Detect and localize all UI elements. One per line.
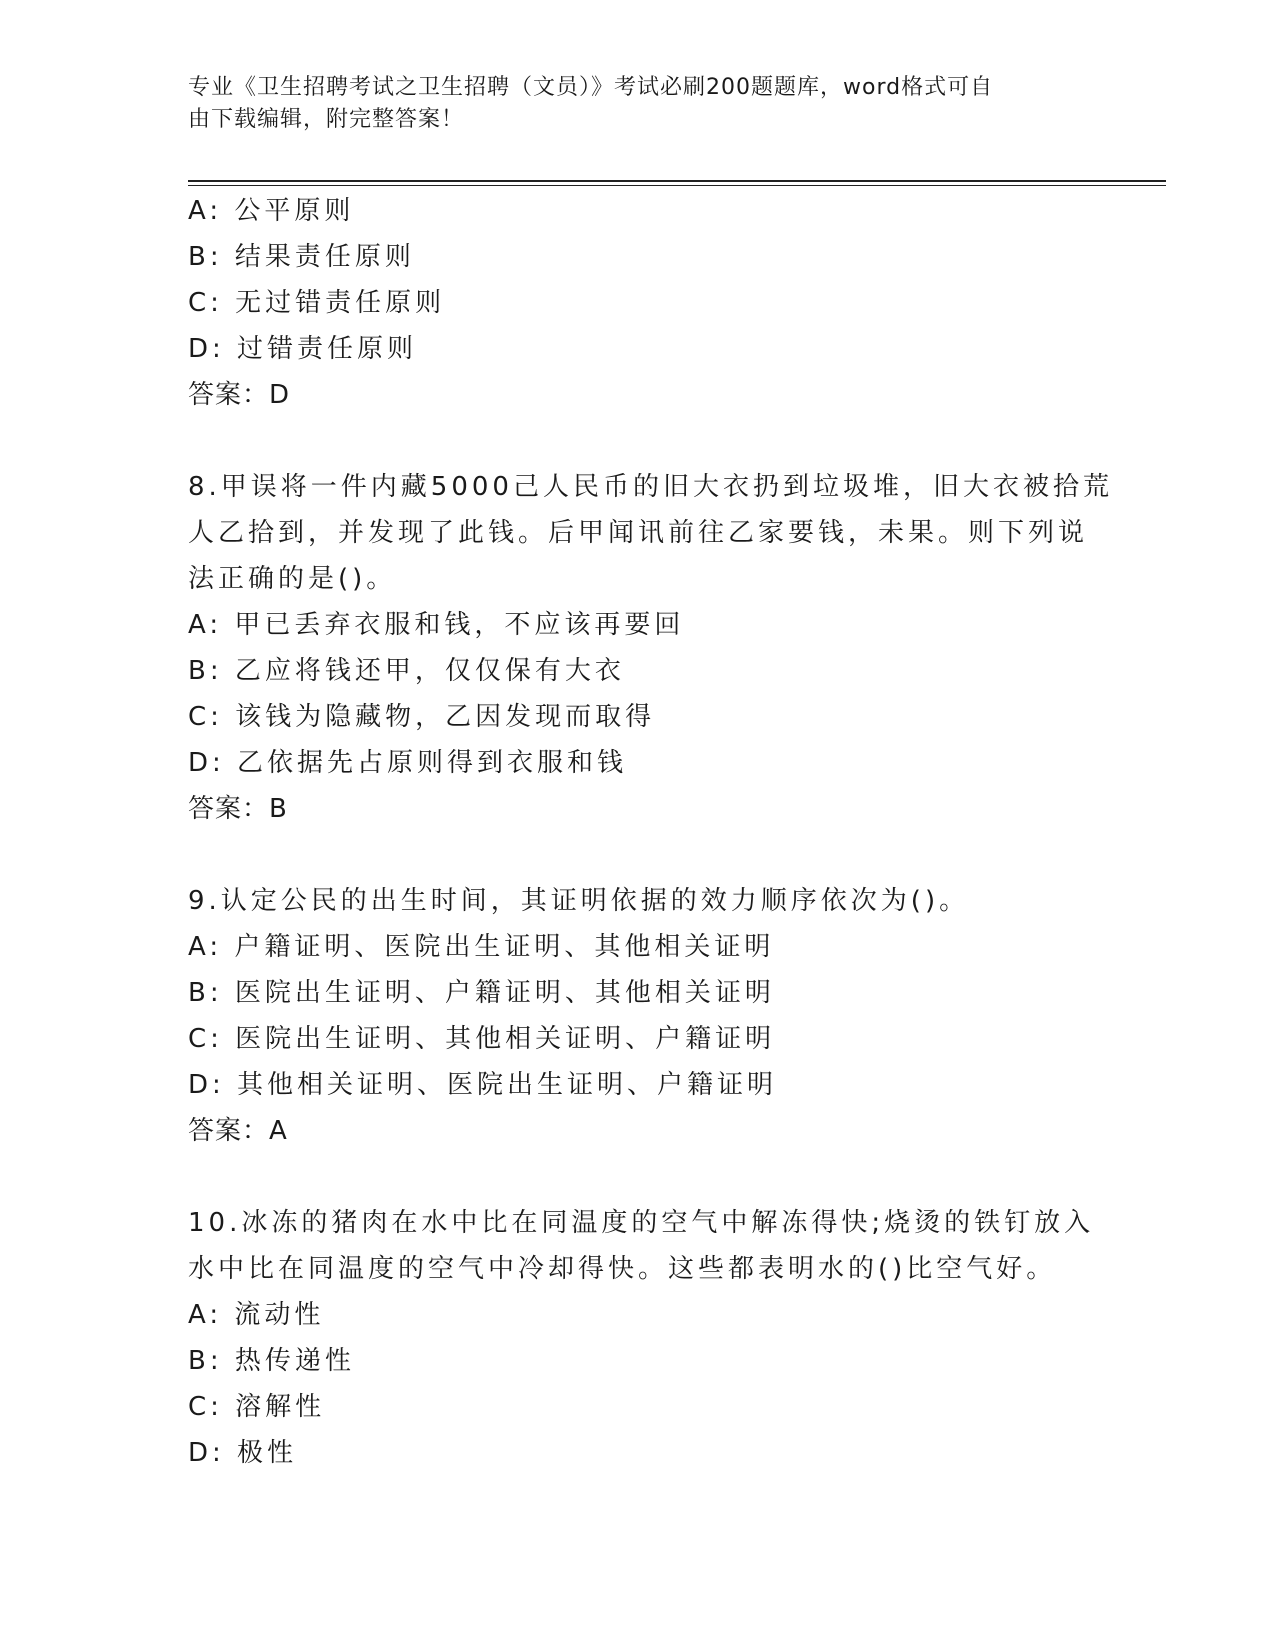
option-b: B: 医院出生证明、户籍证明、其他相关证明 [188,978,775,1008]
header-line-1: 专业《卫生招聘考试之卫生招聘（文员）》考试必刷200题题库，word格式可自 [188,75,994,100]
question-stem: 9.认定公民的出生时间，其证明依据的效力顺序依次为()。 [188,886,970,916]
answer: 答案：B [188,794,288,824]
question-stem: 10.冰冻的猪肉在水中比在同温度的空气中解冻得快;烧烫的铁钉放入 [188,1208,1095,1238]
question-9 [188,878,1088,1154]
question-stem: 法正确的是()。 [188,564,397,594]
header-line-2: 由下载编辑，附完整答案！ [188,107,465,132]
question-10 [188,1200,1095,1476]
option-d: D: 乙依据先占原则得到衣服和钱 [188,748,628,778]
option-d: D: 其他相关证明、医院出生证明、户籍证明 [188,1070,778,1100]
option-a: A: 甲已丢弃衣服和钱，不应该再要回 [188,610,685,640]
option-b: B: 结果责任原则 [188,242,415,272]
question-list [188,188,1113,1476]
question-8 [188,464,1113,832]
question-stem: 人乙拾到，并发现了此钱。后甲闻讯前往乙家要钱，未果。则下列说 [188,518,1089,548]
answer: 答案：A [188,1116,288,1146]
option-a: A: 公平原则 [188,196,355,226]
option-a: A: 户籍证明、医院出生证明、其他相关证明 [188,932,775,962]
question-stem: 水中比在同温度的空气中冷却得快。这些都表明水的()比空气好。 [188,1254,1057,1284]
option-c: C: 该钱为隐藏物，乙因发现而取得 [188,702,656,732]
option-c: C: 溶解性 [188,1392,326,1422]
answer: 答案：D [188,380,291,410]
option-b: B: 乙应将钱还甲，仅仅保有大衣 [188,656,625,686]
header-divider-thin [188,185,1166,186]
option-a: A: 流动性 [188,1300,325,1330]
option-d: D: 过错责任原则 [188,334,418,364]
question-7 [188,188,1088,418]
document-header [188,72,1068,136]
option-c: C: 无过错责任原则 [188,288,446,318]
option-b: B: 热传递性 [188,1346,355,1376]
question-stem: 8.甲误将一件内藏5000己人民币的旧大衣扔到垃圾堆，旧大衣被拾荒 [188,472,1113,502]
option-d: D: 极性 [188,1438,298,1468]
option-c: C: 医院出生证明、其他相关证明、户籍证明 [188,1024,776,1054]
header-divider-thick [188,180,1166,182]
